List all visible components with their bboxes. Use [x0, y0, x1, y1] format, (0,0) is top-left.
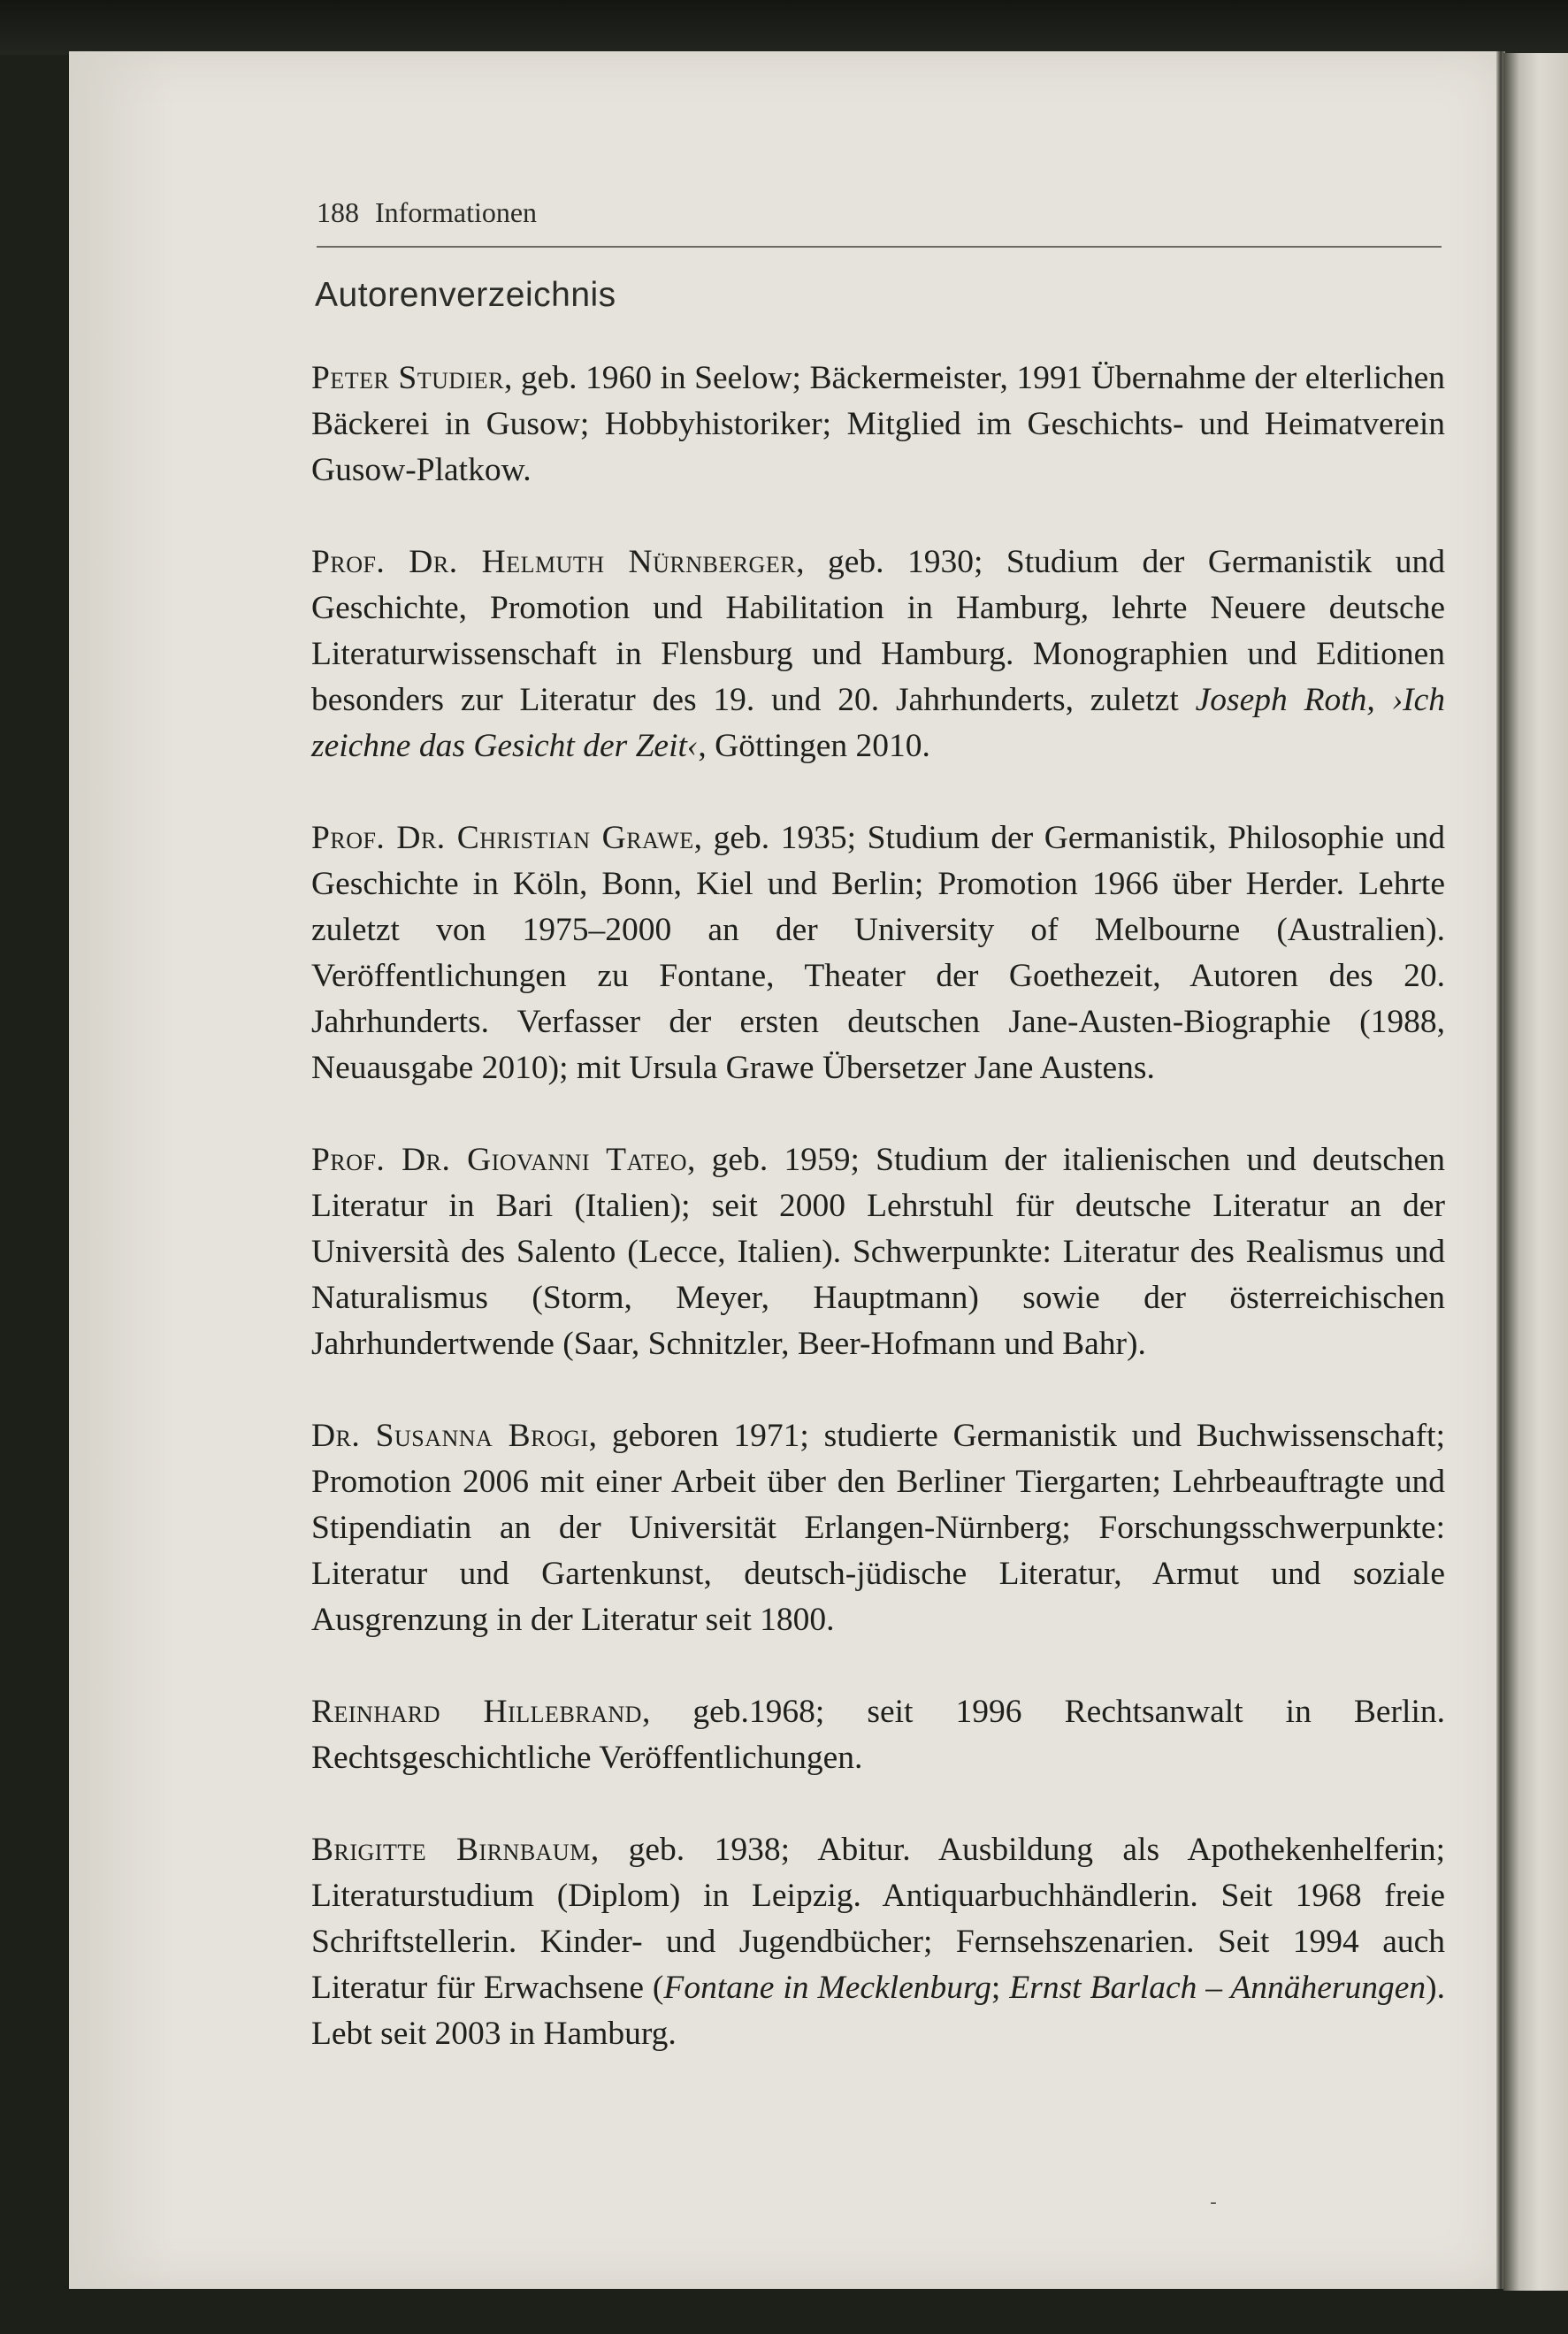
author-name: Dr. Susanna Brogi: [311, 1418, 589, 1454]
book-title: Fontane in Mecklenburg: [663, 1970, 991, 2006]
author-name: Reinhard Hillebrand: [311, 1694, 642, 1730]
author-bio-end: , Göttingen 2010.: [698, 728, 930, 764]
author-name: Brigitte Birnbaum: [311, 1832, 591, 1868]
footer-mark: -: [1210, 2192, 1217, 2214]
author-list: [311, 356, 1445, 2103]
facing-page-edge: [1503, 53, 1568, 2291]
author-bio: , geb. 1930; Studium der Germanistik und Geschichte, Promotion und Habilitation in Hamburg, lehrte Neuere deutsche Literaturwissenschaft in Flensburg und Hamburg. Monographien und Editionen besonders zur Literatur des 19. und 20. Jahrhunderts, zuletzt: [311, 544, 1446, 718]
author-entry-nuernberger: [311, 539, 1445, 769]
author-entry-hillebrand: [311, 1689, 1445, 1781]
author-entry-grawe: [311, 815, 1445, 1091]
page-number: 188: [317, 196, 359, 228]
running-title: Informationen: [375, 196, 538, 228]
book-title: Ernst Barlach – Annäherungen: [1009, 1970, 1426, 2006]
author-entry-tateo: [311, 1137, 1445, 1367]
author-bio: , geb. 1935; Studium der Germanistik, Philosophie und Geschichte in Köln, Bonn, Kiel und Berlin; Promotion 1966 über Herder. Lehrte zuletzt von 1975–2000 an der University of Melbourne (Australien). Veröffentlichungen zu Fontane, Theater der Goethezeit, Autoren des 20. Jahrhunderts. Verfasser der ersten deutschen Jane-Austen-Biographie (1988, Neuausgabe 2010); mit Ursula Grawe Übersetzer Jane Austens.: [311, 820, 1445, 1086]
header-rule: [317, 246, 1442, 248]
author-name: Peter Studier: [311, 360, 505, 396]
running-head: [317, 196, 1442, 229]
author-bio-end: ). Lebt seit 2003 in Hamburg.: [311, 1970, 1446, 2052]
author-name: Prof. Dr. Giovanni Tateo: [311, 1142, 688, 1178]
author-name: Prof. Dr. Helmuth Nürnberger: [311, 544, 797, 580]
author-entry-studier: [311, 356, 1445, 494]
page-edge-shading: [69, 51, 175, 2289]
author-entry-brogi: [311, 1413, 1445, 1643]
author-entry-birnbaum: [311, 1827, 1445, 2057]
author-bio: , geb. 1959; Studium der italienischen und deutschen Literatur in Bari (Italien); seit 2000 Lehrstuhl für deutsche Literatur an der Università des Salento (Lecce, Italien). Schwerpunkte: Literatur des Realismus und Naturalismus (Storm, Meyer, Hauptmann) sowie der österreichischen Jahrhundertwende (Saar, Schnitzler, Beer-Hofmann und Bahr).: [311, 1142, 1445, 1362]
author-name: Prof. Dr. Christian Grawe: [311, 820, 694, 856]
book-title: Joseph Roth, ›Ich zeichne das Gesicht der Zeit‹: [311, 682, 1445, 764]
author-bio: , geb. 1938; Abitur. Ausbildung als Apothekenhelferin; Literaturstudium (Diplom) in Leipzig. Antiquarbuchhändlerin. Seit 1968 freie Schriftstellerin. Kinder- und Jugendbücher; Fernsehszenarien. Seit 1994 auch Literatur für Erwachsene (: [311, 1832, 1446, 2006]
scan-background-top: [0, 0, 1568, 55]
author-bio: , geb. 1960 in Seelow; Bäckermeister, 1991 Übernahme der elterlichen Bäckerei in Gusow; Hobbyhistoriker; Mitglied im Geschichts- und Heimatverein Gusow-Platkow.: [311, 360, 1445, 488]
section-title: Autorenverzeichnis: [315, 276, 616, 314]
author-bio: , geboren 1971; studierte Germanistik und Buchwissenschaft; Promotion 2006 mit einer Arbeit über den Berliner Tiergarten; Lehrbeauftragte und Stipendiatin an der Universität Erlangen-Nürnberg; Forschungsschwerpunkte: Literatur und Gartenkunst, deutsch-jüdische Literatur, Armut und soziale Ausgrenzung in der Literatur seit 1800.: [311, 1418, 1445, 1638]
author-bio-separator: ;: [991, 1970, 1010, 2006]
author-bio: , geb.1968; seit 1996 Rechtsanwalt in Berlin. Rechtsgeschichtliche Veröffentlichungen.: [311, 1694, 1446, 1776]
